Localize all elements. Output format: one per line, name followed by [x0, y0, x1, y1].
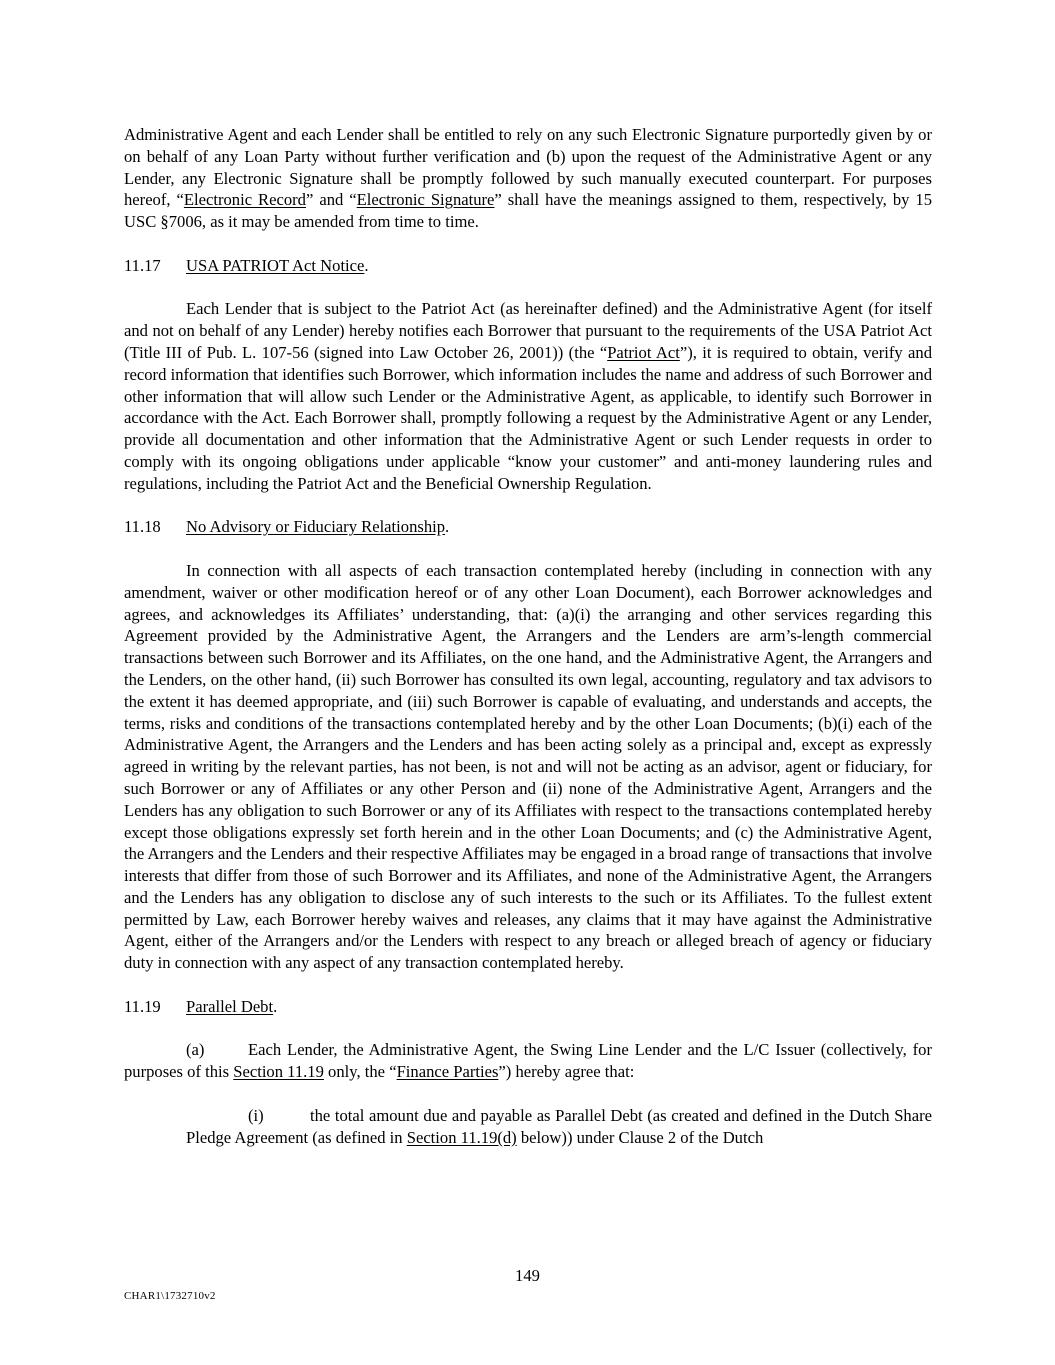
- paragraph-parallel-debt-a-i: (i) the total amount due and payable as Parallel Debt (as created and defined in the Dutch Share Pledge Agreement (as defined in Section 11.19(d) below)) under Clause 2 of the Dutch: [186, 1105, 932, 1147]
- clause-label: (a): [186, 1040, 205, 1060]
- section-number: 11.18: [124, 517, 161, 537]
- defined-term-finance-parties: Finance Parties: [396, 1062, 499, 1082]
- section-title: No Advisory or Fiduciary Relationship: [186, 517, 446, 537]
- section-heading-11-19: 11.19 Parallel Debt.: [124, 996, 278, 1016]
- cross-reference-section-11-19-d: Section 11.19(d): [406, 1127, 517, 1147]
- section-title: USA PATRIOT Act Notice: [186, 255, 365, 275]
- defined-term-electronic-record: Electronic Record: [183, 190, 306, 210]
- section-number: 11.19: [124, 996, 161, 1016]
- defined-term-electronic-signature: Electronic Signature: [356, 190, 495, 210]
- cross-reference-section-11-19: Section 11.19: [233, 1062, 324, 1082]
- paragraph-no-advisory: In connection with all aspects of each transaction contemplated hereby (including in connection with any amendment, waiver or other modification hereof or of any other Loan Document), each Borrower acknowledges and agrees, and acknowledges its Affiliates’ understanding, that: (a)(i) the arranging and other services regarding this Agreement provided by the Administrative Agent, the Arrangers and the Lenders are arm’s-length commercial transactions between such Borrower and its Affiliates, on the one hand, and the Administrative Agent, the Arrangers and the Lenders, on the other hand, (ii) such Borrower has consulted its own legal, accounting, regulatory and tax advisors to the extent it has deemed appropriate, and (iii) such Borrower is capable of evaluating, and understands and accepts, the terms, risks and conditions of the transactions contemplated hereby and by the other Loan Documents; (b)(i) each of the Administrative Agent, the Arrangers and the Lenders and has been acting solely as a principal and, except as expressly agreed in writing by the relevant parties, has not been, is not and will not be acting as an advisor, agent or fiduciary, for such Borrower or any of Affiliates or any other Person and (ii) none of the Administrative Agent, Arrangers and the Lenders has any obligation to such Borrower or any of its Affiliates with respect to the transactions contemplated hereby except those obligations expressly set forth herein and in the other Loan Documents; and (c) the Administrative Agent, the Arrangers and the Lenders and their respective Affiliates may be engaged in a broad range of transactions that involve interests that differ from those of such Borrower and its Affiliates, and none of the Administrative Agent, the Arrangers and the Lenders has any obligation to disclose any of such interests to the such or its Affiliates. To the fullest extent permitted by Law, each Borrower hereby waives and releases, any claims that it may have against the Administrative Agent, either of the Arrangers and/or the Lenders with respect to any breach or alleged breach of agency or fiduciary duty in connection with any aspect of any transaction contemplated hereby.: [124, 560, 932, 973]
- document-id: CHAR1\1732710v2: [124, 1290, 216, 1302]
- section-heading-11-18: 11.18 No Advisory or Fiduciary Relationship.: [124, 517, 450, 537]
- paragraph-electronic-signature: Administrative Agent and each Lender shall be entitled to rely on any such Electronic Signature purportedly given by or on behalf of any Loan Party without further verification and (b) upon the request of the Administrative Agent or any Lender, any Electronic Signature shall be promptly followed by such manually executed counterpart. For purposes hereof, “Electronic Record” and “Electronic Signature” shall have the meanings assigned to them, respectively, by 15 USC §7006, as it may be amended from time to time.: [124, 125, 932, 232]
- paragraph-patriot-act: Each Lender that is subject to the Patriot Act (as hereinafter defined) and the Administrative Agent (for itself and not on behalf of any Lender) hereby notifies each Borrower that pursuant to the requirements of the USA Patriot Act (Title III of Pub. L. 107-56 (signed into Law October 26, 2001)) (the “Patriot Act”), it is required to obtain, verify and record information that identifies such Borrower, which information includes the name and address of such Borrower and other information that will allow such Lender or the Administrative Agent, as applicable, to identify such Borrower in accordance with the Act. Each Borrower shall, promptly following a request by the Administrative Agent or any Lender, provide all documentation and other information that the Administrative Agent or such Lender requests in order to comply with its ongoing obligations under applicable “know your customer” and anti-money laundering rules and regulations, including the Patriot Act and the Beneficial Ownership Regulation.: [124, 299, 932, 493]
- defined-term-patriot-act: Patriot Act: [607, 342, 680, 362]
- paragraph-parallel-debt-a: (a) Each Lender, the Administrative Agent, the Swing Line Lender and the L/C Issuer (collectively, for purposes of this Section 11.19 only, the “Finance Parties”) hereby agree that:: [124, 1040, 932, 1082]
- clause-label: (i): [248, 1105, 264, 1125]
- section-title: Parallel Debt: [186, 996, 274, 1016]
- page-number: 149: [515, 1266, 540, 1285]
- section-heading-11-17: 11.17 USA PATRIOT Act Notice.: [124, 255, 369, 275]
- section-number: 11.17: [124, 255, 161, 275]
- document-body: [124, 124, 932, 1148]
